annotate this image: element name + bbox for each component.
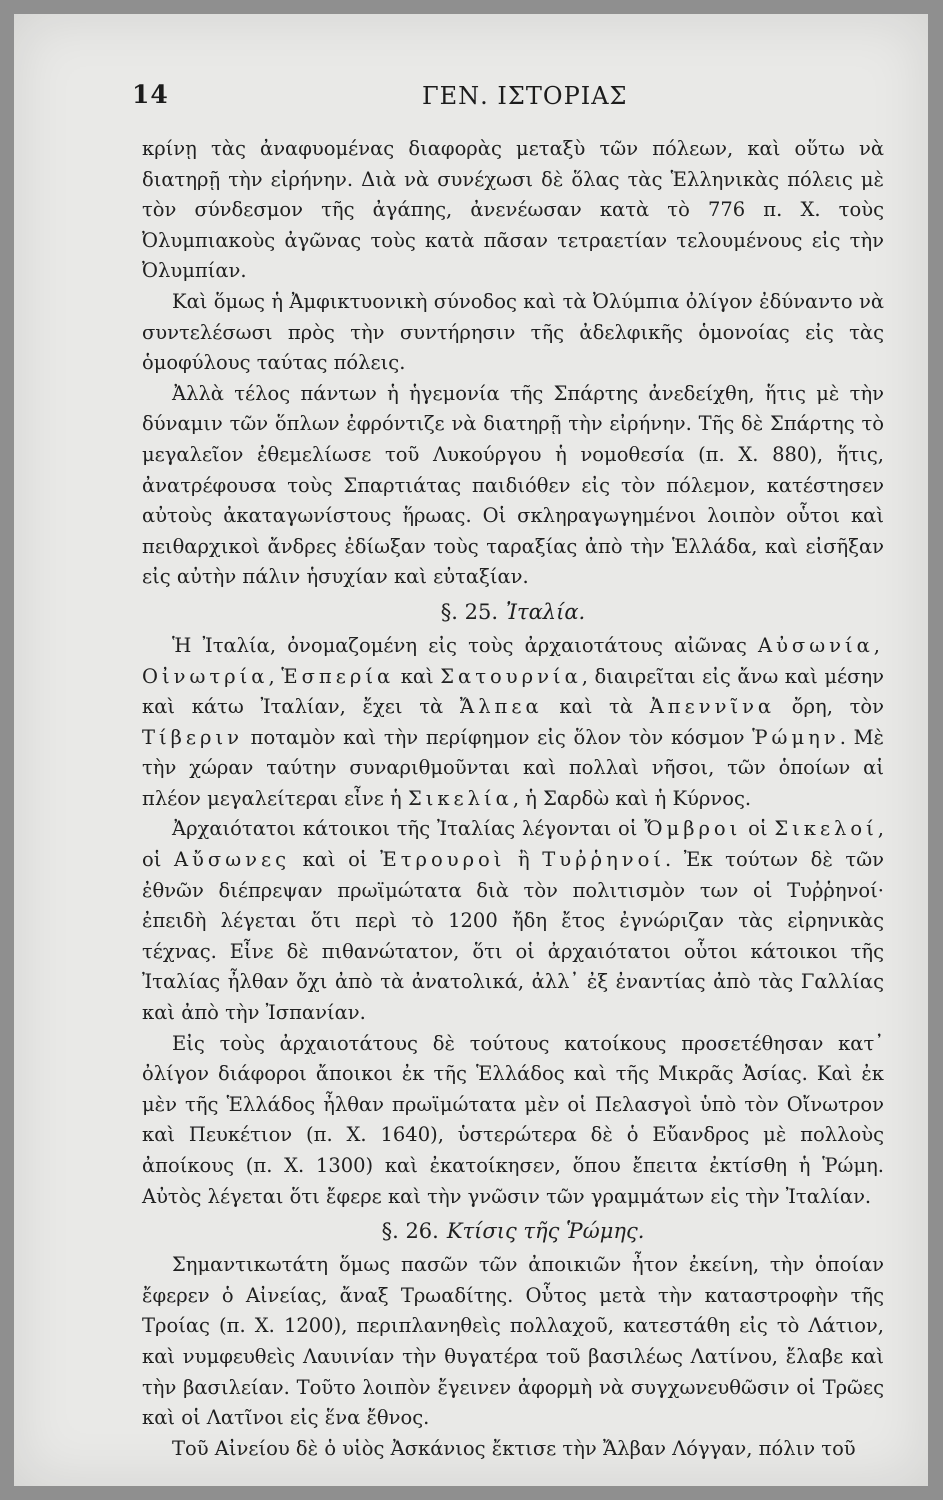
text-run: ,: [268, 664, 282, 688]
text-run: , διαιρεῖται εἰς ἄνω καὶ μέσην καὶ κάτω Ἰταλίαν, ἔχει τὰ: [142, 664, 884, 719]
text-run: Σικελία: [407, 786, 513, 810]
paragraph: [142, 814, 884, 1028]
text-run: καὶ: [394, 664, 441, 688]
text-run: Ἡ Ἰταλία, ὀνομαζομένη εἰς τοὺς ἀρχαιοτάτους αἰῶνας: [172, 633, 758, 657]
paragraph: Ἀλλὰ τέλος πάντων ἡ ἡγεμονία τῆς Σπάρτης ἀνεδείχθη, ἥτις μὲ τὴν δύναμιν τῶν ὅπλων ἐφρόντιζε νὰ διατηρῇ τὴν εἰρήνην. Τῆς δὲ Σπάρτης τὸ μεγαλεῖον ἐθεμελίωσε τοῦ Λυκούργου ἡ νομοθεσία (π. Χ. 880), ἥτις, ἀνατρέφουσα τοὺς Σπαρτιάτας παιδιόθεν εἰς τὸν πόλεμον, κατέστησεν αὐτοὺς ἀκαταγωνίστους ἥρωας. Οἱ σκληραγωγημένοι λοιπὸν οὗτοι καὶ πειθαρχικοὶ ἄνδρες ἐδίωξαν τοὺς ταραξίας ἀπὸ τὴν Ἑλλάδα, καὶ εἰσῆξαν εἰς αὐτὴν πάλιν ἡσυχίαν καὶ εὐταξίαν.: [142, 381, 884, 589]
text-run: Ῥώμην: [752, 725, 840, 749]
text-run: Ἑσπερία: [281, 664, 395, 688]
paragraph: Καὶ ὅμως ἡ Ἀμφικτυονικὴ σύνοδος καὶ τὰ Ὀλύμπια ὀλίγον ἐδύναντο νὰ συντελέσωσι πρὸς τὴν συντήρησιν τῆς ἀδελφικῆς ὁμονοίας εἰς τὰς ὁμοφύλους ταύτας πόλεις.: [142, 289, 884, 375]
text-run: Ἀρχαιότατοι κάτοικοι τῆς Ἰταλίας λέγονται οἱ: [172, 817, 645, 841]
text-run: ὄρη, τὸν: [775, 695, 884, 719]
text-run: ποταμὸν καὶ τὴν περίφημον εἰς ὅλον τὸν κόσμον: [243, 725, 753, 749]
text-run: Ἐτρουροὶ: [380, 848, 506, 872]
paragraph: [142, 631, 884, 815]
text-run: καὶ τὰ: [542, 695, 650, 719]
text-run: Σατουρνία: [440, 664, 582, 688]
section-heading-25: [142, 597, 884, 627]
running-head: ΓΕΝ. ΙΣΤΟΡΙΑΣ: [422, 82, 628, 110]
section-number: §. 25.: [440, 599, 499, 624]
text-run: ἢ: [505, 848, 543, 872]
page-header: [132, 80, 892, 120]
text-run: Ἄλπεα: [459, 695, 543, 719]
paragraph: Σημαντικωτάτη ὅμως πασῶν τῶν ἀποικιῶν ἦτον ἐκείνη, τὴν ὁποίαν ἔφερεν ὁ Αἰνείας, ἄναξ Τρωαδίτης. Οὗτος μετὰ τὴν καταστροφὴν τῆς Τροίας (π. Χ. 1200), περιπλανηθεὶς πολλαχοῦ, κατεστάθη εἰς τὸ Λάτιον, καὶ νυμφευθεὶς Λαυινίαν τὴν θυγατέρα τοῦ βασιλέως Λατίνου, ἔλαβε καὶ τὴν βασιλείαν. Τοῦτο λοιπὸν ἔγεινεν ἀφορμὴ νὰ συγχωνευθῶσιν οἱ Τρῶες καὶ οἱ Λατῖνοι εἰς ἕνα ἔθνος.: [142, 1253, 884, 1430]
text-run: Σικελοί: [774, 817, 878, 841]
paragraph: Εἰς τοὺς ἀρχαιοτάτους δὲ τούτους κατοίκους προσετέθησαν κατ᾽ ὀλίγον διάφοροι ἄποικοι ἐκ τῆς Ἑλλάδος καὶ τῆς Μικρᾶς Ἀσίας. Καὶ ἐκ μὲν τῆς Ἑλλάδος ἦλθαν πρωϊμώτατα μὲν οἱ Πελασγοὶ ὑπὸ τὸν Οἴνωτρον καὶ Πευκέτιον (π. Χ. 1640), ὑστερώτερα δὲ ὁ Εὔανδρος μὲ πολλοὺς ἀποίκους (π. Χ. 1300) καὶ ἐκατοίκησεν, ὅπου ἔπειτα ἐκτίσθη ἡ Ῥώμη. Αὐτὸς λέγεται ὅτι ἔφερε καὶ τὴν γνῶσιν τῶν γραμμάτων εἰς τὴν Ἰταλίαν.: [142, 1031, 884, 1208]
page-number: 14: [132, 80, 169, 109]
section-heading-26: [142, 1216, 884, 1246]
text-run: Οἰνωτρία: [142, 664, 269, 688]
section-number: §. 26.: [381, 1219, 439, 1244]
text-run: Αὐσωνία,: [757, 633, 884, 657]
text-run: Ὄμβροι: [644, 817, 742, 841]
text-run: Αὔσωνες: [173, 848, 290, 872]
text-run: Ἀπεννῖνα: [649, 695, 776, 719]
text-run: , ἡ Σαρδὼ καὶ ἡ Κύρνος.: [512, 786, 752, 810]
text-run: καὶ οἱ: [290, 848, 381, 872]
text-run: , οἱ: [142, 817, 884, 872]
body-text: [142, 134, 884, 1464]
text-run: Τυῤῥηνοί: [542, 848, 665, 872]
text-run: . Μὲ τὴν χώραν ταύτην συναριθμοῦνται καὶ πολλαὶ νῆσοι, τῶν ὁποίων αἱ πλέον μεγαλείτεραι εἶνε ἡ: [142, 725, 885, 810]
paragraph: κρίνῃ τὰς ἀναφυομένας διαφορὰς μεταξὺ τῶν πόλεων, καὶ οὕτω νὰ διατηρῇ τὴν εἰρήνην. Διὰ νὰ συνέχωσι δὲ ὅλας τὰς Ἑλληνικὰς πόλεις μὲ τὸν σύνδεσμον τῆς ἀγάπης, ἀνενέωσαν κατὰ τὸ 776 π. Χ. τοὺς Ὀλυμπιακοὺς ἀγῶνας τοὺς κατὰ πᾶσαν τετραετίαν τελουμένους εἰς τὴν Ὀλυμπίαν.: [142, 137, 884, 283]
section-title: Κτίσις τῆς Ῥώμης.: [446, 1219, 645, 1244]
section-title: Ἰταλία.: [506, 599, 586, 624]
text-run: οἱ: [741, 817, 775, 841]
text-run: Τίβεριν: [142, 725, 243, 749]
paragraph: Τοῦ Αἰνείου δὲ ὁ υἱὸς Ἀσκάνιος ἔκτισε τὴν Ἄλβαν Λόγγαν, πόλιν τοῦ: [172, 1436, 856, 1460]
book-page: [14, 14, 928, 1486]
text-run: . Ἐκ τούτων δὲ τῶν ἐθνῶν διέπρεψαν πρωϊμώτατα διὰ τὸν πολιτισμὸν των οἱ Τυῤῥηνοί· ἐπειδὴ λέγεται ὅτι περὶ τὸ 1200 ἤδη ἔτος ἐγνώριζαν τὰς εἰρηνικὰς τέχνας. Εἶνε δὲ πιθανώτατον, ὅτι οἱ ἀρχαιότατοι οὗτοι κάτοικοι τῆς Ἰταλίας ἦλθαν ὄχι ἀπὸ τὰ ἀνατολικά, ἀλλ᾽ ἐξ ἐναντίας ἀπὸ τὰς Γαλλίας καὶ ἀπὸ τὴν Ἰσπανίαν.: [142, 848, 884, 1025]
